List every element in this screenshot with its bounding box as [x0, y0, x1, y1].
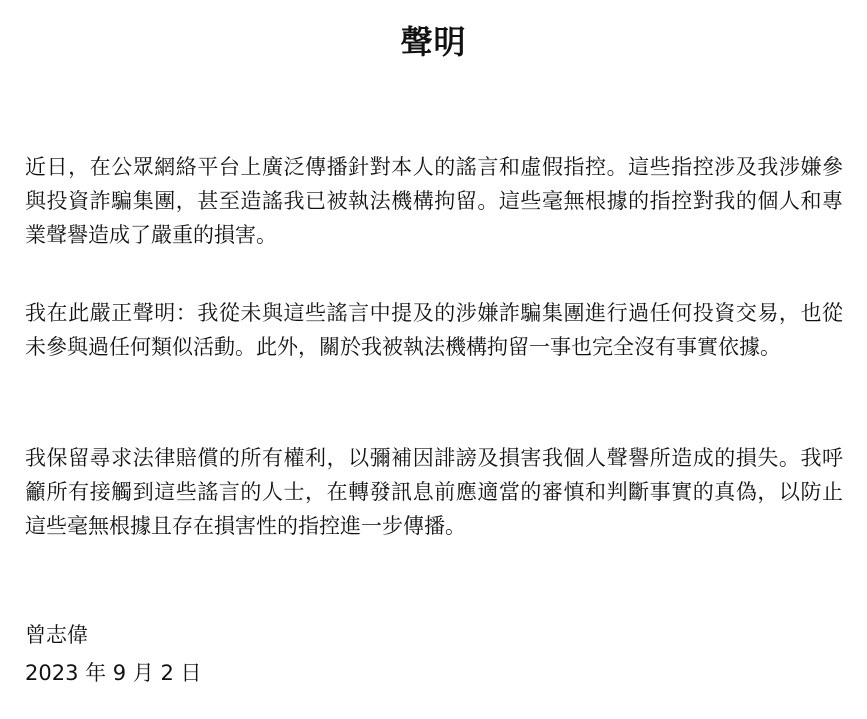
paragraph-legal-rights: 我保留尋求法律賠償的所有權利，以彌補因誹謗及損害我個人聲譽所造成的損失。我呼籲所有接觸到這些謠言的人士，在轉發訊息前應適當的審慎和判斷事實的真偽，以防止這些毫無根據且存在損害性的指控進一步傳播。: [25, 446, 843, 538]
signature-date: 2023 年 9 月 2 日: [25, 661, 202, 685]
paragraph-rumor-description: 近日，在公眾網絡平台上廣泛傳播針對本人的謠言和虛假指控。這些指控涉及我涉嫌參與投資詐騙集團，甚至造謠我已被執法機構拘留。這些毫無根據的指控對我的個人和專業聲譽造成了嚴重的損害。: [25, 155, 843, 247]
paragraph-denial: 我在此嚴正聲明：我從未與這些謠言中提及的涉嫌詐騙集團進行過任何投資交易，也從未參與過任何類似活動。此外，關於我被執法機構拘留一事也完全沒有事實依據。: [25, 301, 843, 359]
document-title: 聲明: [400, 23, 467, 61]
signature-name: 曾志偉: [25, 623, 88, 647]
